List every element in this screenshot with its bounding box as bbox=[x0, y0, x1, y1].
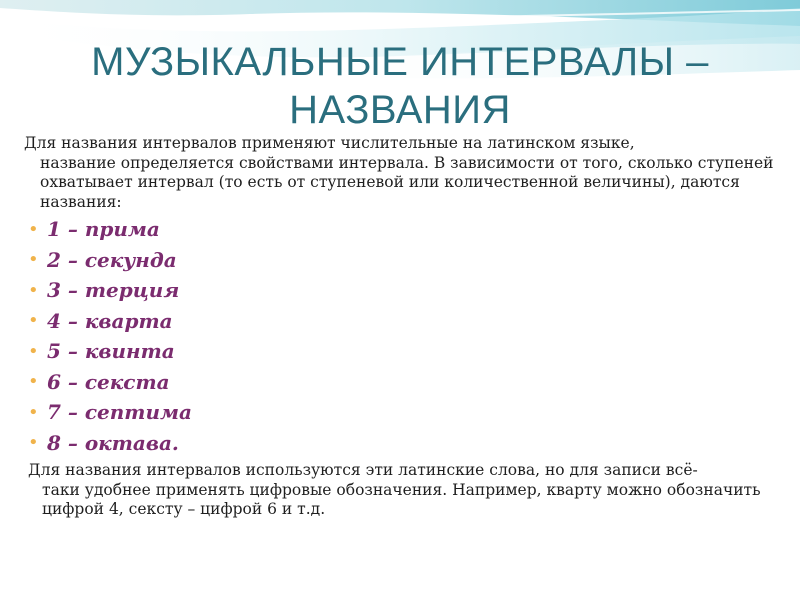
bullet-icon: • bbox=[28, 279, 39, 301]
bullet-icon: • bbox=[28, 401, 39, 423]
list-item bbox=[28, 275, 192, 306]
list-item bbox=[28, 245, 192, 276]
list-item bbox=[28, 306, 192, 337]
list-item-text: 7 – септима bbox=[47, 400, 192, 425]
list-item bbox=[28, 397, 192, 428]
bullet-icon: • bbox=[28, 310, 39, 332]
title-line-2: НАЗВАНИЯ bbox=[289, 88, 511, 132]
list-item-text: 3 – терция bbox=[47, 278, 180, 303]
slide-title bbox=[20, 38, 780, 134]
bullet-icon: • bbox=[28, 249, 39, 271]
list-item-text: 2 – секунда bbox=[47, 247, 177, 272]
outro-paragraph bbox=[28, 461, 780, 520]
outro-first-line: Для названия интервалов используются эти латинские слова, но для записи всё- bbox=[28, 461, 698, 479]
list-item-text: 8 – октава. bbox=[47, 430, 179, 455]
list-item bbox=[28, 214, 192, 245]
title-line-1: МУЗЫКАЛЬНЫЕ ИНТЕРВАЛЫ – bbox=[91, 40, 709, 84]
intro-first-line: Для названия интервалов применяют числительные на латинском языке, bbox=[24, 134, 635, 152]
intro-paragraph bbox=[24, 134, 780, 212]
list-item bbox=[28, 367, 192, 398]
outro-continuation: таки удобнее применять цифровые обозначения. Например, кварту можно обозначить цифрой 4, сексту – цифрой 6 и т.д. bbox=[42, 480, 761, 518]
list-item bbox=[28, 428, 192, 459]
intro-continuation: название определяется свойствами интервала. В зависимости от того, сколько ступеней охватывает интервал (то есть от ступеневой или количественной величины), даются названия: bbox=[40, 153, 774, 211]
list-item-text: 4 – кварта bbox=[47, 308, 173, 333]
interval-list bbox=[28, 214, 192, 458]
bullet-icon: • bbox=[28, 371, 39, 393]
list-item-text: 5 – квинта bbox=[47, 339, 175, 364]
list-item-text: 1 – прима bbox=[47, 217, 160, 242]
list-item bbox=[28, 336, 192, 367]
bullet-icon: • bbox=[28, 432, 39, 454]
list-item-text: 6 – секста bbox=[47, 369, 170, 394]
bullet-icon: • bbox=[28, 340, 39, 362]
bullet-icon: • bbox=[28, 218, 39, 240]
